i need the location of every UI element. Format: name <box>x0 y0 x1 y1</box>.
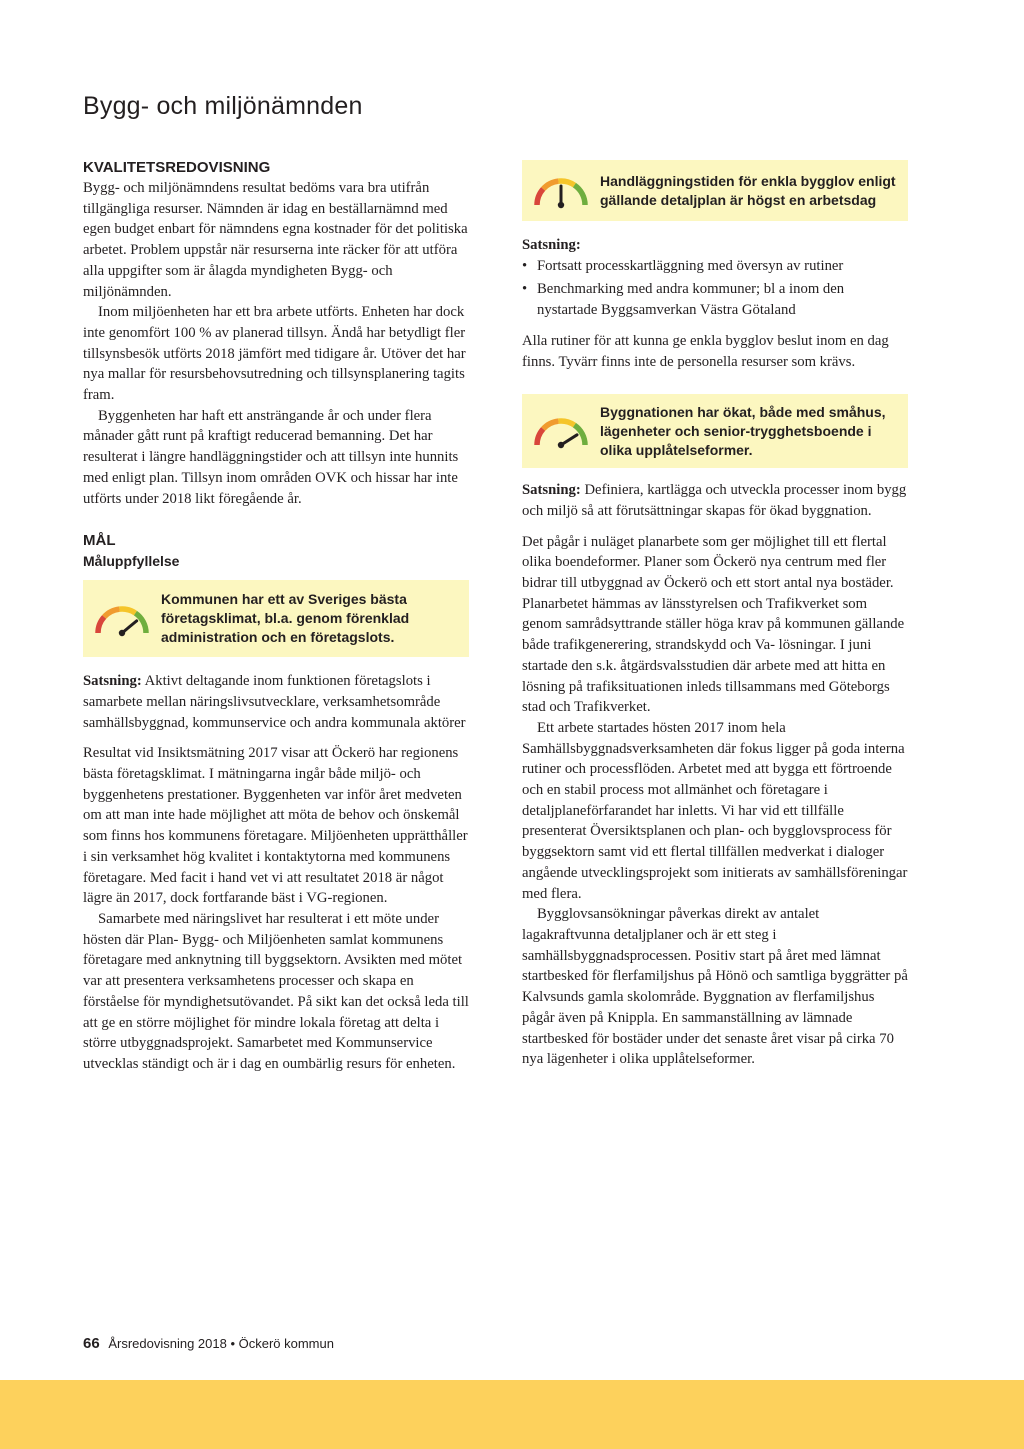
list-item: • Benchmarking med andra kommuner; bl a inom den nystartade Byggsamverkan Västra Götaland <box>522 279 908 320</box>
gauge-hub <box>558 201 564 207</box>
goal-callout-foretagsklimat <box>83 580 469 657</box>
goal-callout-text: Handläggningstiden för enkla bygglov enligt gällande detaljplan är högst en arbetsdag <box>600 172 896 208</box>
goal-callout-text: Byggnationen har ökat, både med småhus, lägenheter och senior-trygghetsboende i olika upplåtelseformer. <box>600 403 886 458</box>
gauge-hub <box>558 442 564 448</box>
satsning-text: Definiera, kartlägga och utveckla processer inom bygg och miljö så att förutsättningar skapas för ökad byggnation. <box>522 482 907 519</box>
satsning-text: Aktivt deltagande inom funktionen företagslots i samarbete mellan näringslivsutvecklare, verksamhetsområde samhällsbyggnad, kommunservice och andra kommunala aktörer <box>83 673 466 731</box>
footer-text: Årsredovisning 2018 • Öckerö kommun <box>108 1336 334 1351</box>
satsning-label: Satsning: <box>522 482 581 499</box>
gauge-segment <box>537 429 543 445</box>
gauge-segment <box>543 181 558 189</box>
result-paragraph-2: Samarbete med näringslivet har resulterat i ett möte under hösten där Plan- Bygg- och Miljöenheten samlat kommunens företagare med anknytning till byggsektorn. Avsikten med mötet var att presentera verksamhetens processer och skapa en förståelse för myndighetsutövandet. På sikt kan det också leda till att ge en större möjlighet för mindre lokala företag att delta i större utbyggnadsprojekt. Samarbetet med Kommunservice utvecklas ständigt och är i dag en oumbärlig resurs för enheten. <box>83 910 469 1072</box>
bygglov-paragraph: Alla rutiner för att kunna ge enkla bygglov beslut inom en dag finns. Tyvärr finns inte de personella resurser som krävs. <box>522 332 889 370</box>
list-item: • Fortsatt processkartläggning med översyn av rutiner <box>522 256 908 277</box>
right-column <box>522 158 908 1070</box>
result-paragraph-1: Resultat vid Insiktsmätning 2017 visar att Öckerö har regionens bästa företagsklimat. I mätningarna ingår både miljö- och byggenhetens prestationer. Byggenheten var inför året medveten om att man inte hade möjlighet att möta de behov och önskemål som finns hos kommunens företagare. Miljöenheten upprätthåller i sin verksamhet hög kvalitet i kontaktytorna med kommunens företagare. Med facit i hand vet vi att resultatet 2018 är något lägre än 2017, dock fortfarande bäst i VG-regionen. <box>83 745 468 907</box>
gauge-segment <box>537 188 543 204</box>
gauge-hub <box>119 630 125 636</box>
gauge-segment <box>119 609 135 613</box>
satsning-label: Satsning: <box>83 673 142 690</box>
kvalitet-paragraph-2: Inom miljöenheten har ett bra arbete utförts. Enheten har dock inte genomfört 100 % av planerad tillsyn. Ändå har betydligt fler tillsynsbesök utförts 2018 jämfört med tidigare år. Utöver det har nya mallar för resursbehovsutredning och tillsynsplanering tagits fram. <box>83 304 466 404</box>
gauge-icon <box>93 601 151 637</box>
left-column <box>83 158 469 1075</box>
satsning-label: Satsning: <box>522 237 581 253</box>
plan-paragraph-2: Ett arbete startades hösten 2017 inom hela Samhällsbyggnadsverksamheten där fokus ligger på goda interna rutiner och processflöden. Arbetet med att bygga ett förtroende och en stabil process mot allmänhet och företagare i detaljplaneförfarandet har inletts. Vi har vid ett tillfälle presenterat Översiktsplanen och plan- och bygglovsprocess för byggsektorn samt vid ett flertal tillfällen medverkat i dialoger angående utvecklingsprojekt som initierats av samhällsföreningar med flera. <box>522 719 908 902</box>
gauge-segment <box>135 613 146 633</box>
gauge-segment <box>574 185 585 205</box>
satsning-paragraph <box>522 480 908 521</box>
kvalitet-paragraph-3: Byggenheten har haft ett ansträngande år och under flera månader gått runt på kraftigt reducerad bemanning. Det har resulterat i längre handläggningstider och att tillsyn inte hunnits med enligt plan. Tillsyn inom områden OVK och hissar har inte utförts under 2018 likt föregående år. <box>83 407 459 507</box>
plan-paragraph-3: Bygglovsansökningar påverkas direkt av antalet lagakraftvunna detaljplaner och är ett steg i samhällsbyggnadsprocessen. Positiv start på året med lämnat startbesked för flerfamiljshus på Hönö och samtliga byggrätter på Kalvsunds gamla skolområde. Byggnation av flerfamiljshus pågår även på Knippla. En sammanställning av lämnade startbesked för bostäder under det senaste året visar på cirka 70 nya lägenheter i olika upplåtelseformer. <box>522 906 908 1068</box>
gauge-segment <box>98 617 104 633</box>
page-number: 66 <box>83 1335 100 1352</box>
gauge-segment <box>104 609 119 617</box>
gauge-segment <box>543 421 558 429</box>
bottom-color-band <box>0 1380 1024 1449</box>
maluppfyllelse-heading: Måluppfyllelse <box>83 553 180 570</box>
gauge-icon <box>532 413 590 449</box>
page-title: Bygg- och miljönämnden <box>83 92 363 120</box>
satsning-paragraph <box>83 671 469 733</box>
kvalitet-paragraph-1: Bygg- och miljönämndens resultat bedöms vara bra utifrån tillgängliga resurser. Nämnden är idag en beställarnämnd med egen budget enbart för nämndens egna kostnader för det politiska arbetet. Problem uppstår när resurserna inte räcker för att utföra alla uppgifter som är ålagda myndigheten Bygg- och miljönämnden. <box>83 180 468 300</box>
gauge-segment <box>558 180 574 184</box>
goal-callout-bygglov <box>522 160 908 221</box>
gauge-segment <box>558 421 574 425</box>
mal-heading: MÅL <box>83 532 116 550</box>
plan-paragraph-1: Det pågår i nuläget planarbete som ger möjlighet till ett flertal olika boendeformer. Planer som Öckerö nya centrum med fler bidrar till utbyggnad av Öckerö och ett stort antal nya bostäder. Planarbetet hämmas av länsstyrelsen och Trafikverket som genom samrådsyttrande ställer höga krav på kommunen gällande både trafikgenerering, strandskydd och Va- lösningar. I juni startade den s.k. åtgärdsvalsstudien där arbete med att hitta en lösning på trafiksituationen inleds tillsammans med Göteborgs stad och Trafikverket. <box>522 533 905 716</box>
goal-callout-text: Kommunen har ett av Sveriges bästa företagsklimat, bl.a. genom förenklad administration och en företagslots. <box>161 591 410 646</box>
page-footer <box>83 1335 334 1352</box>
gauge-icon <box>532 173 590 209</box>
goal-callout-byggnation <box>522 394 908 468</box>
kvalitetsredovisning-heading: KVALITETSREDOVISNING <box>83 159 271 176</box>
satsning-bullet-list <box>522 256 908 321</box>
